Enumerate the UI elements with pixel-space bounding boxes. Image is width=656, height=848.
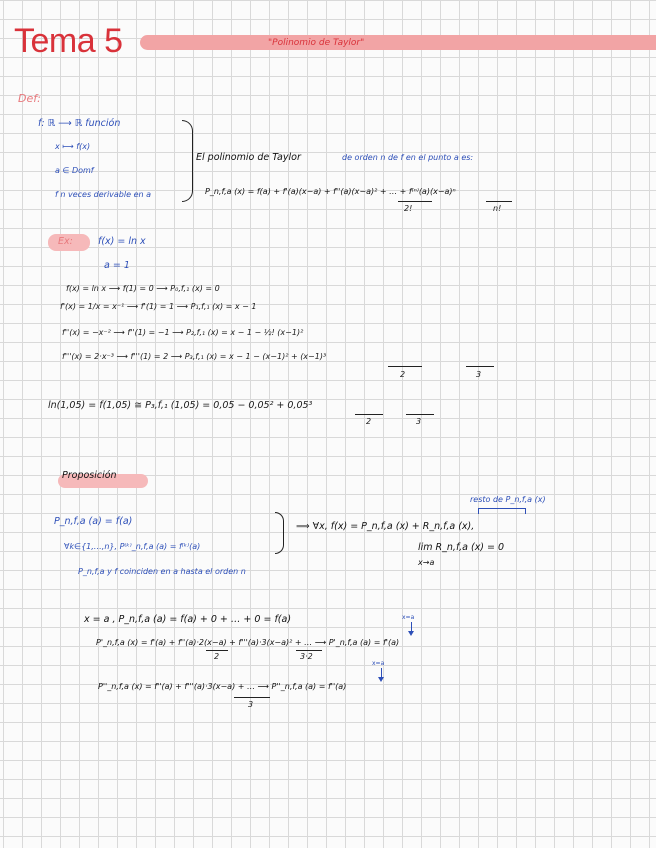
def-cond-1: f: ℝ ⟶ ℝ función bbox=[38, 118, 121, 129]
title-highlight-bar bbox=[140, 35, 656, 50]
page-subtitle: "Polinomio de Taylor" bbox=[268, 38, 365, 48]
def-statement-b: de orden n de f en el punto a es: bbox=[342, 153, 474, 162]
def-bracket bbox=[182, 120, 193, 202]
prop-right-1: ⟹ ∀x, f(x) = P_n,f,a (x) + R_n,f,a (x), bbox=[296, 521, 475, 532]
proof-frac-den-1: 2 bbox=[214, 652, 220, 661]
ex-frac-bar-2 bbox=[466, 366, 494, 367]
def-frac-den-2: n! bbox=[493, 204, 502, 213]
def-cond-2: x ⟼ f(x) bbox=[55, 142, 91, 151]
proof-line-3: P''_n,f,a (x) = f''(a) + f'''(a)·3(x−a) + … ⟶ P''_n,f,a (a) = f''(a) bbox=[98, 682, 347, 691]
def-cond-4: f n veces derivable en a bbox=[55, 190, 152, 199]
x-eq-a-arrow-2 bbox=[381, 668, 382, 680]
resto-label: resto de P_n,f,a (x) bbox=[470, 495, 546, 504]
prop-right-2: lim R_n,f,a (x) = 0 bbox=[418, 542, 505, 553]
ex-point: a = 1 bbox=[104, 260, 130, 271]
resto-brace bbox=[478, 508, 526, 514]
ln-frac-bar-1 bbox=[355, 414, 383, 415]
prop-left-1: P_n,f,a (a) = f(a) bbox=[54, 516, 133, 527]
page-title: Tema 5 bbox=[14, 22, 123, 60]
proof-line-1: x = a , P_n,f,a (a) = f(a) + 0 + … + 0 = f(a) bbox=[84, 614, 292, 625]
proof-frac-bar-2 bbox=[296, 650, 322, 651]
prop-left-2: ∀k∈{1,…,n}, P⁽ᵏ⁾_n,f,a (a) = f⁽ᵏ⁾(a) bbox=[64, 542, 201, 551]
ex-row-0: f(x) = ln x ⟶ f(1) = 0 ⟶ P₀,f,₁ (x) = 0 bbox=[66, 284, 220, 293]
ex-frac-den-2: 3 bbox=[476, 370, 482, 379]
ex-frac-den-1: 2 bbox=[400, 370, 406, 379]
ln-approximation: ln(1,05) = f(1,05) ≅ P₃,f,₁ (1,05) = 0,05 − 0,05² + 0,05³ bbox=[48, 400, 313, 411]
x-eq-a-label-1: x=a bbox=[402, 614, 415, 621]
prop-note: P_n,f,a y f coinciden en a hasta el orden n bbox=[78, 567, 246, 576]
def-cond-3: a ∈ Domf bbox=[55, 166, 94, 175]
ex-row-2: f''(x) = −x⁻² ⟶ f''(1) = −1 ⟶ P₂,f,₁ (x) = x − 1 − ½! (x−1)² bbox=[62, 328, 304, 337]
proof-frac-den-3: 3 bbox=[248, 700, 254, 709]
ln-frac-den-1: 2 bbox=[366, 417, 372, 426]
prop-label: Proposición bbox=[62, 470, 117, 481]
ex-row-3: f'''(x) = 2·x⁻³ ⟶ f'''(1) = 2 ⟶ P₃,f,₁ (x) = x − 1 − (x−1)² + (x−1)³ bbox=[62, 352, 327, 361]
def-formula: P_n,f,a (x) = f(a) + f'(a)(x−a) + f''(a)(x−a)² + … + f⁽ⁿ⁾(a)(x−a)ⁿ bbox=[205, 187, 456, 196]
def-frac-den-1: 2! bbox=[404, 204, 413, 213]
proof-line-2: P'_n,f,a (x) = f'(a) + f''(a)·2(x−a) + f'''(a)·3(x−a)² + … ⟶ P'_n,f,a (a) = f'(a) bbox=[96, 638, 400, 647]
prop-bracket bbox=[275, 512, 284, 554]
ex-function: f(x) = ln x bbox=[98, 236, 146, 247]
ex-row-1: f'(x) = 1/x = x⁻¹ ⟶ f'(1) = 1 ⟶ P₁,f,₁ (x) = x − 1 bbox=[60, 302, 257, 311]
x-eq-a-arrow-1 bbox=[411, 622, 412, 634]
ln-frac-den-2: 3 bbox=[416, 417, 422, 426]
def-statement-a: El polinomio de Taylor bbox=[196, 152, 301, 163]
proof-frac-bar-1 bbox=[206, 650, 228, 651]
proof-frac-den-2: 3·2 bbox=[300, 652, 313, 661]
proof-frac-bar-3 bbox=[234, 697, 270, 698]
def-frac-bar-1 bbox=[398, 201, 432, 202]
def-frac-bar-2 bbox=[486, 201, 512, 202]
ln-frac-bar-2 bbox=[406, 414, 434, 415]
prop-right-2-sub: x→a bbox=[418, 558, 435, 567]
ex-frac-bar-1 bbox=[388, 366, 422, 367]
def-label: Def: bbox=[18, 92, 41, 105]
ex-label: Ex: bbox=[58, 236, 73, 247]
x-eq-a-label-2: x=a bbox=[372, 660, 385, 667]
